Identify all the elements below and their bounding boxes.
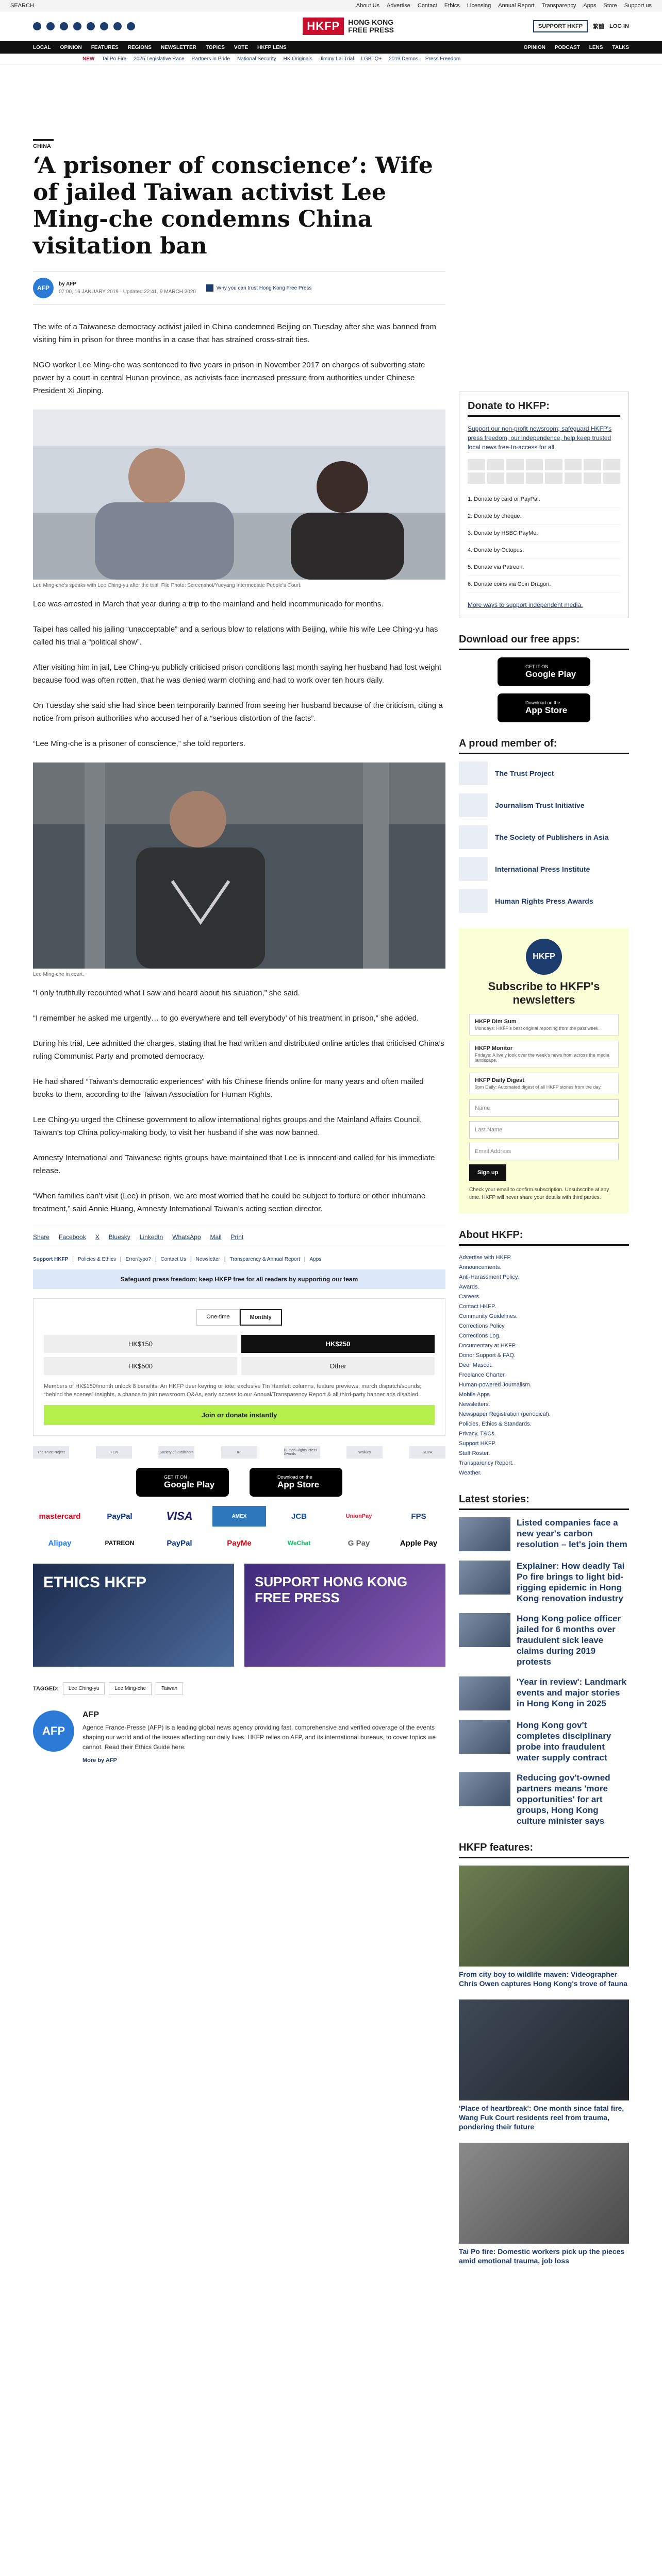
donation-way[interactable]: 6. Donate coins via Coin Dragon.: [468, 576, 620, 593]
trust-icon: [206, 284, 213, 292]
about-link[interactable]: Transparency Report.: [459, 1460, 514, 1466]
payment-icon: [526, 472, 543, 484]
payment-icon: [506, 459, 524, 470]
member-badge[interactable]: [459, 825, 629, 849]
payment-icon: [565, 459, 582, 470]
award-logo: Society of Publishers: [158, 1446, 194, 1459]
site-header: [0, 11, 662, 41]
logo-abbr: HKFP: [303, 18, 344, 35]
nav-right-item[interactable]: LENS: [589, 44, 603, 50]
about-link[interactable]: Community Guidelines.: [459, 1313, 518, 1319]
sidebar-title: A proud member of:: [459, 738, 629, 754]
feature-title: 'Place of heartbreak': One month since fatal fire, Wang Fuk Court residents reel from trauma, pondering their future: [459, 2104, 624, 2131]
about-link[interactable]: Deer Mascot.: [459, 1362, 493, 1368]
story-thumbnail: [459, 1613, 510, 1647]
trust-text: Why you can trust Hong Kong Free Press: [216, 285, 312, 291]
instagram-icon[interactable]: [60, 22, 68, 30]
language-toggle[interactable]: 繁體: [593, 24, 605, 30]
member-badges: [459, 761, 629, 913]
footer-link[interactable]: Newsletter: [195, 1257, 220, 1262]
nav-item[interactable]: OPINION: [60, 44, 82, 50]
topbar-link[interactable]: Annual Report: [498, 2, 535, 9]
about-link[interactable]: Support HKFP.: [459, 1440, 496, 1447]
amount-option-selected[interactable]: HK$250: [241, 1335, 435, 1353]
promo-title: SUPPORT HONG KONG FREE PRESS: [255, 1574, 408, 1605]
youtube-icon[interactable]: [73, 22, 81, 30]
trending-item[interactable]: Press Freedom: [425, 56, 461, 62]
donation-way[interactable]: 4. Donate by Octopus.: [468, 542, 620, 559]
share-facebook[interactable]: Facebook: [59, 1233, 86, 1241]
member-benefits: Members of HK$150/month unlock 8 benefits: An HKFP deer keyring or tote; exclusive Tin Hamlett columns, feature previews; march dispatch/sounds; “behind the scenes” insights, a chance to join newsroom Q&As, early access to our Annual/Transparency Report & all third-party banner ads disabled.: [44, 1383, 422, 1398]
join-button[interactable]: Join or donate instantly: [44, 1405, 435, 1425]
sidebar: [459, 392, 629, 2277]
badge-logo-icon: [459, 793, 488, 817]
option-desc: Mondays: HKFP's best original reporting from the past week.: [475, 1026, 600, 1031]
feature-title: Tai Po fire: Domestic workers pick up the pieces amid emotional trauma, job loss: [459, 2247, 625, 2265]
payment-icon: [565, 472, 582, 484]
footer-link[interactable]: Support HKFP: [33, 1257, 69, 1262]
nav-item[interactable]: NEWSLETTER: [160, 44, 196, 50]
logo-text: [348, 19, 394, 34]
story-item[interactable]: [459, 1772, 629, 1826]
story-title: Hong Kong police officer jailed for 6 months over fraudulent sick leave claims during 2019 protests: [517, 1614, 621, 1667]
badge-name: The Society of Publishers in Asia: [495, 833, 609, 841]
feature-item[interactable]: [459, 2143, 629, 2265]
main-nav: [0, 41, 662, 54]
topbar-link[interactable]: Transparency: [541, 2, 576, 9]
site-logo[interactable]: [303, 18, 394, 35]
author-box: [33, 1710, 445, 1764]
trending-item[interactable]: National Security: [237, 56, 276, 62]
nav-item[interactable]: TOPICS: [205, 44, 225, 50]
promo-title: ETHICS HKFP: [43, 1574, 147, 1591]
paragraph: The wife of a Taiwanese democracy activist jailed in China condemned Beijing on Tuesday after she was banned from visiting him in prison for three months in a case that has strained cross-strait ties.: [33, 323, 436, 344]
payment-icon: [545, 459, 562, 470]
footer-links: Support HKFP | Policies & Ethics | Error/typo? | Contact Us | Newsletter | Transparency & Annual Report | Apps: [33, 1257, 322, 1262]
paragraph: “When families can’t visit (Lee) in prison, we are most worried that he could be subject to torture or other inhumane treatment,” said Annie Huang, Amnesty International Taiwan’s acting section director.: [33, 1192, 426, 1213]
promo-support[interactable]: [244, 1564, 445, 1667]
social-icons: [33, 22, 297, 30]
amount-option[interactable]: HK$150: [44, 1335, 237, 1353]
paragraph: “I remember he asked me urgently… to go everywhere and tell everybody’ of his treatment in prison,” she added.: [33, 1014, 419, 1023]
award-logo: IPI: [221, 1446, 257, 1459]
share-bar: [33, 1228, 445, 1246]
about-link[interactable]: Human-powered Journalism.: [459, 1382, 532, 1388]
paragraph: During his trial, Lee admitted the charges, stating that he had written and distributed online articles that criticised China’s ruling Communist Party and promoted democracy.: [33, 1039, 444, 1061]
paragraph: Lee Ching-yu urged the Chinese government to allow international rights groups and the Mainland Affairs Council, Taiwan’s top China policy-making body, to visit her husband if she was now banned.: [33, 1115, 422, 1137]
rss-icon[interactable]: [127, 22, 135, 30]
x-icon[interactable]: [46, 22, 55, 30]
share-print[interactable]: Print: [230, 1233, 244, 1241]
store-name: Google Play: [164, 1480, 215, 1489]
nav-item[interactable]: REGIONS: [127, 44, 152, 50]
trending-item[interactable]: Jimmy Lai Trial: [319, 56, 354, 62]
payment-methods: [33, 1506, 445, 1553]
paragraph: “I only truthfully recounted what I saw and heard about his situation,” she said.: [33, 989, 300, 997]
payment-logo: Alipay: [48, 1538, 72, 1548]
trending-item[interactable]: HK Originals: [283, 56, 312, 62]
latest-stories: [459, 1517, 629, 1826]
newsletter-logo: HKFP: [526, 939, 562, 975]
app-store-button[interactable]: [498, 693, 590, 722]
story-thumbnail: [459, 1772, 510, 1806]
story-thumbnail: [459, 1720, 510, 1754]
telegram-icon[interactable]: [113, 22, 122, 30]
about-link[interactable]: Newsletters.: [459, 1401, 490, 1408]
feature-image: [459, 1866, 629, 1967]
frequency-toggle: [44, 1309, 435, 1326]
topbar-link[interactable]: Support us: [624, 2, 652, 9]
store-name: App Store: [525, 705, 568, 715]
figure-1: [33, 410, 445, 588]
app-store-button[interactable]: [250, 1468, 342, 1497]
store-small: Download on the: [277, 1475, 312, 1480]
story-title: 'Year in review': Landmark events and major stories in Hong Kong in 2025: [517, 1677, 627, 1708]
donation-way[interactable]: 3. Donate by HSBC PayMe.: [468, 525, 620, 542]
payment-logo: FPS: [411, 1512, 426, 1521]
figure-2: [33, 762, 445, 977]
freq-monthly[interactable]: Monthly: [240, 1309, 282, 1326]
payment-icon: [584, 472, 601, 484]
paragraph: Amnesty International and Taiwanese rights groups have maintained that Lee is innocent and called for his immediate release.: [33, 1154, 435, 1175]
payment-logo: PayMe: [227, 1538, 252, 1548]
login-link[interactable]: LOG IN: [609, 23, 629, 29]
badge-logo-icon: [459, 857, 488, 881]
footer-link[interactable]: Policies & Ethics: [77, 1257, 116, 1262]
author-name[interactable]: AFP: [82, 1710, 99, 1719]
donate-box: [459, 392, 629, 618]
logo-line1: HONG KONG: [348, 18, 394, 26]
email-input[interactable]: Email Address: [469, 1143, 619, 1160]
story-thumbnail: [459, 1676, 510, 1710]
threads-icon[interactable]: [100, 22, 108, 30]
paragraph: NGO worker Lee Ming-che was sentenced to five years in prison in November 2017 on charges of subverting state power by a court in central Hunan province, as activists face increased pressure from authorities under Chinese President Xi Jinping.: [33, 361, 425, 395]
option-name: HKFP Daily Digest: [475, 1077, 524, 1083]
footer-link[interactable]: Transparency & Annual Report: [229, 1257, 300, 1262]
story-item[interactable]: [459, 1720, 629, 1763]
newsletter-signup: [459, 928, 629, 1214]
feature-stories: [459, 1866, 629, 2265]
story-title: Reducing gov't-owned partners means 'more opportunities' for art groups, Hong Kong culture minister says: [517, 1773, 610, 1826]
newsletter-option[interactable]: [469, 1014, 619, 1036]
about-link[interactable]: Contact HKFP.: [459, 1303, 496, 1310]
payment-icon: [468, 472, 485, 484]
photo-illustration: [33, 410, 445, 580]
promo-videos: [33, 1564, 445, 1667]
payment-logo: Apple Pay: [400, 1538, 438, 1548]
tag-list: [33, 1682, 445, 1695]
payment-logo: PayPal: [167, 1538, 192, 1548]
nav-item[interactable]: VOTE: [234, 44, 249, 50]
member-badge[interactable]: [459, 793, 629, 817]
about-link[interactable]: Corrections Log.: [459, 1333, 501, 1339]
payment-icon: [526, 459, 543, 470]
story-title: Explainer: How deadly Tai Po fire brings to light bid-rigging epidemic in Hong Kong renovation industry: [517, 1561, 625, 1603]
badge-name: Human Rights Press Awards: [495, 897, 593, 905]
payment-icon: [584, 459, 601, 470]
sidebar-title: About HKFP:: [459, 1229, 629, 1246]
photo-prison-visit[interactable]: [33, 410, 445, 580]
option-name: HKFP Monitor: [475, 1045, 513, 1052]
topbar-link[interactable]: Licensing: [467, 2, 491, 9]
tags-label: TAGGED:: [33, 1685, 59, 1692]
feature-title: From city boy to wildlife maven: Videographer Chris Owen captures Hong Kong's trove of fauna: [459, 1970, 627, 1988]
tag[interactable]: Lee Ching-yu: [63, 1682, 105, 1695]
story-item[interactable]: [459, 1561, 629, 1604]
promo-ethics[interactable]: [33, 1564, 234, 1667]
last-name-input[interactable]: Last Name: [469, 1121, 619, 1139]
payment-logo: AMEX: [212, 1506, 266, 1527]
search-link[interactable]: SEARCH: [10, 2, 34, 9]
story-item[interactable]: [459, 1613, 629, 1667]
author-bio: Agence France-Presse (AFP) is a leading global news agency providing fast, comprehensive and verified coverage of the events shaping our world and of the issues affecting our daily lives. HKFP relies on AFP, and its international bureaus, to cover topics we cannot. Read their Ethics Guide here.: [82, 1724, 436, 1751]
story-title: Listed companies face a new year's carbon resolution – let's join them: [517, 1518, 627, 1549]
feature-item[interactable]: [459, 1999, 629, 2131]
nav-right-item[interactable]: TALKS: [612, 44, 629, 50]
payment-logo: mastercard: [39, 1512, 81, 1521]
more-ways-link[interactable]: More ways to support independent media.: [468, 601, 583, 608]
nav-item[interactable]: HKFP LENS: [257, 44, 287, 50]
donation-widget: [33, 1298, 445, 1436]
share-linkedin[interactable]: LinkedIn: [139, 1233, 163, 1241]
footer-link[interactable]: Contact Us: [160, 1257, 187, 1262]
donation-way[interactable]: 2. Donate by cheque.: [468, 508, 620, 525]
photo-court[interactable]: [33, 762, 445, 969]
safeguard-banner[interactable]: Safeguard press freedom; keep HKFP free for all readers by supporting our team: [33, 1269, 445, 1289]
sidebar-title: Latest stories:: [459, 1494, 629, 1510]
trending-item[interactable]: 2025 Legislative Race: [134, 56, 185, 62]
award-logo: IFCN: [96, 1446, 132, 1459]
amount-option[interactable]: HK$500: [44, 1357, 237, 1375]
trending-item[interactable]: 2019 Demos: [389, 56, 418, 62]
payment-icons: [468, 459, 620, 484]
store-small: Download on the: [525, 700, 560, 705]
nav-item[interactable]: FEATURES: [91, 44, 119, 50]
about-links: [459, 1253, 629, 1478]
about-link[interactable]: Donor Support & FAQ.: [459, 1352, 516, 1359]
nav-right-item[interactable]: PODCAST: [554, 44, 580, 50]
paragraph: After visiting him in jail, Lee Ching-yu publicly criticised prison conditions last month saying her husband had lost weight because food was often rotten, that he was denied warm clothing and had to work over ten hours daily.: [33, 663, 442, 685]
byline-author[interactable]: by AFP: [59, 281, 77, 287]
badge-logo-icon: [459, 761, 488, 785]
share-x[interactable]: X: [95, 1233, 100, 1241]
badge-name: International Press Institute: [495, 865, 590, 873]
about-link[interactable]: Advertise with HKFP.: [459, 1255, 512, 1261]
story-thumbnail: [459, 1517, 510, 1551]
name-input[interactable]: Name: [469, 1099, 619, 1117]
feature-image: [459, 1999, 629, 2100]
sidebar-app-buttons: [459, 657, 629, 722]
store-small: GET IT ON: [164, 1475, 187, 1480]
article-column: [33, 139, 445, 1764]
story-item[interactable]: [459, 1676, 629, 1710]
article-category[interactable]: CHINA: [33, 139, 54, 149]
store-small: GET IT ON: [525, 664, 549, 669]
trust-link[interactable]: [206, 284, 312, 292]
topbar-link[interactable]: About Us: [356, 2, 380, 9]
badge-logo-icon: [459, 825, 488, 849]
about-link[interactable]: Freelance Charter.: [459, 1372, 506, 1378]
payment-icon: [603, 459, 621, 470]
award-logos: [33, 1446, 445, 1459]
photo-caption: Lee Ming-che's speaks with Lee Ching-yu after the trial. File Photo: Screenshot/Yueyang Intermediate People's Court.: [33, 583, 302, 588]
about-link[interactable]: Corrections Policy.: [459, 1323, 506, 1329]
share-mail[interactable]: Mail: [210, 1233, 222, 1241]
payment-logo: UnionPay: [345, 1513, 372, 1519]
amount-options: [44, 1335, 435, 1375]
badge-name: The Trust Project: [495, 769, 554, 777]
byline-meta: [59, 280, 196, 296]
paragraph: Taipei has called his jailing “unacceptable” and a serious blow to relations with Beijing, while his wife Lee Ching-yu has called his trial a “political show”.: [33, 625, 438, 647]
paragraph: He had shared “Taiwan’s democratic experiences” with his Chinese friends online for many years and often mailed books to them, according to the Taiwan Association for Human Rights.: [33, 1077, 424, 1099]
paragraph: On Tuesday she said she had since been temporarily banned from seeing her husband because of the criticism, citing a notice from prison authorities who accused her of a “serious distortion of the facts”.: [33, 701, 443, 723]
about-link[interactable]: Mobile Apps.: [459, 1392, 491, 1398]
trending-item[interactable]: Tai Po Fire: [102, 56, 127, 62]
support-button[interactable]: SUPPORT HKFP: [533, 20, 588, 32]
payment-logo: PATREON: [105, 1539, 135, 1547]
payment-icon: [487, 459, 505, 470]
about-link[interactable]: Careers.: [459, 1294, 481, 1300]
topbar-link[interactable]: Advertise: [387, 2, 410, 9]
app-store-buttons: [33, 1468, 445, 1497]
payment-icon: [506, 472, 524, 484]
donation-ways: [468, 491, 620, 593]
feature-image: [459, 2143, 629, 2244]
nav-item[interactable]: LOCAL: [33, 44, 51, 50]
payment-logo: G Pay: [347, 1538, 370, 1548]
paragraph: “Lee Ming-che is a prisoner of conscience,” she told reporters.: [33, 739, 245, 748]
header-actions: [533, 20, 629, 32]
google-play-button[interactable]: [136, 1468, 229, 1497]
topbar-link[interactable]: Apps: [583, 2, 597, 9]
footer-link[interactable]: Error/typo?: [125, 1257, 151, 1262]
payment-logo: WeChat: [287, 1539, 311, 1547]
amount-option[interactable]: Other: [241, 1357, 435, 1375]
byline: [33, 271, 445, 305]
store-name: App Store: [277, 1480, 320, 1489]
member-badge[interactable]: [459, 761, 629, 785]
tag[interactable]: Lee Ming-che: [109, 1682, 152, 1695]
payment-logo: JCB: [291, 1512, 307, 1521]
topbar-link[interactable]: Contact: [417, 2, 437, 9]
payment-icon: [545, 472, 562, 484]
feature-item[interactable]: [459, 1866, 629, 1988]
about-link[interactable]: Policies, Ethics & Standards.: [459, 1421, 532, 1427]
linkedin-icon[interactable]: [87, 22, 95, 30]
about-link[interactable]: Weather.: [459, 1470, 482, 1476]
footer-link[interactable]: Apps: [309, 1257, 322, 1262]
about-link[interactable]: Newspaper Registration (periodical).: [459, 1411, 551, 1417]
about-link[interactable]: Announcements.: [459, 1264, 502, 1270]
option-name: HKFP Dim Sum: [475, 1019, 517, 1025]
share-bluesky[interactable]: Bluesky: [108, 1233, 130, 1241]
tag[interactable]: Taiwan: [156, 1682, 183, 1695]
payment-icon: [603, 472, 621, 484]
topbar-link[interactable]: Store: [603, 2, 617, 9]
payment-icon: [468, 459, 485, 470]
author-avatar[interactable]: AFP: [33, 278, 54, 298]
paragraph: Lee was arrested in March that year during a trip to the mainland and held incommunicado for months.: [33, 600, 384, 608]
facebook-icon[interactable]: [33, 22, 41, 30]
trending-bar: [0, 54, 662, 65]
option-desc: Fridays: A lively look over the week's news from across the media landscape.: [475, 1053, 609, 1063]
trending-label: NEW: [82, 56, 95, 62]
member-badge[interactable]: [459, 889, 629, 913]
award-logo: Walkley: [346, 1446, 383, 1459]
about-link[interactable]: Anti-Harassment Policy.: [459, 1274, 519, 1280]
share-whatsapp[interactable]: WhatsApp: [172, 1233, 201, 1241]
topbar-link[interactable]: Ethics: [444, 2, 460, 9]
about-link[interactable]: Documentary at HKFP.: [459, 1343, 517, 1349]
sidebar-title: Donate to HKFP:: [468, 400, 620, 417]
freq-one-time[interactable]: One-time: [196, 1309, 239, 1326]
google-play-button[interactable]: [498, 657, 590, 686]
payment-logo: VISA: [166, 1510, 193, 1522]
award-logo: Human Rights Press Awards: [284, 1446, 320, 1459]
badge-logo-icon: [459, 889, 488, 913]
photo-illustration: [33, 762, 445, 969]
about-link[interactable]: Awards.: [459, 1284, 479, 1290]
newsletter-title: Subscribe to HKFP's newsletters: [488, 980, 600, 1006]
trending-item[interactable]: LGBTQ+: [361, 56, 382, 62]
store-name: Google Play: [525, 669, 576, 679]
badge-name: Journalism Trust Initiative: [495, 801, 585, 809]
option-desc: 9pm Daily: Automated digest of all HKFP stories from the day.: [475, 1084, 602, 1090]
donate-link[interactable]: Support our non-profit newsroom; safeguard HKFP's press freedom, our independence, help keep trusted local news free-to-access for all.: [468, 425, 612, 451]
payment-logo: PayPal: [107, 1512, 133, 1521]
story-item[interactable]: [459, 1517, 629, 1551]
signup-button[interactable]: Sign up: [469, 1164, 506, 1181]
award-logo: SOPA: [409, 1446, 445, 1459]
newsletter-option[interactable]: [469, 1073, 619, 1094]
story-thumbnail: [459, 1561, 510, 1595]
newsletter-note: Check your email to confirm subscription. Unsubscribe at any time. HKFP will never share your details with third parties.: [469, 1187, 609, 1200]
logo-line2: FREE PRESS: [348, 26, 394, 34]
about-link[interactable]: Staff Roster.: [459, 1450, 490, 1456]
award-logo: The Trust Project: [33, 1446, 69, 1459]
sidebar-title: Download our free apps:: [459, 634, 629, 650]
author-avatar-large[interactable]: AFP: [33, 1710, 74, 1752]
donation-way[interactable]: 1. Donate by card or PayPal.: [468, 491, 620, 508]
story-title: Hong Kong gov't completes disciplinary probe into fraudulent water supply contract: [517, 1720, 611, 1762]
newsletter-option[interactable]: [469, 1041, 619, 1067]
about-link[interactable]: Privacy, T&Cs.: [459, 1431, 496, 1437]
nav-right-item[interactable]: OPINION: [523, 44, 545, 50]
share-label: Share: [33, 1233, 50, 1241]
payment-icon: [487, 472, 505, 484]
sidebar-title: HKFP features:: [459, 1842, 629, 1858]
more-by-author[interactable]: More by AFP: [82, 1757, 117, 1764]
photo-caption: Lee Ming-che in court.: [33, 972, 84, 977]
top-bar: [0, 0, 662, 11]
donation-way[interactable]: 5. Donate via Patreon.: [468, 559, 620, 576]
byline-dates: 07:00, 16 JANUARY 2019 · Updated 22:41, 9 MARCH 2020: [59, 289, 196, 295]
member-badge[interactable]: [459, 857, 629, 881]
article-title: ‘A prisoner of conscience’: Wife of jailed Taiwan activist Lee Ming-che condemns China visitation ban: [33, 152, 433, 259]
trending-item[interactable]: Partners in Pride: [191, 56, 230, 62]
